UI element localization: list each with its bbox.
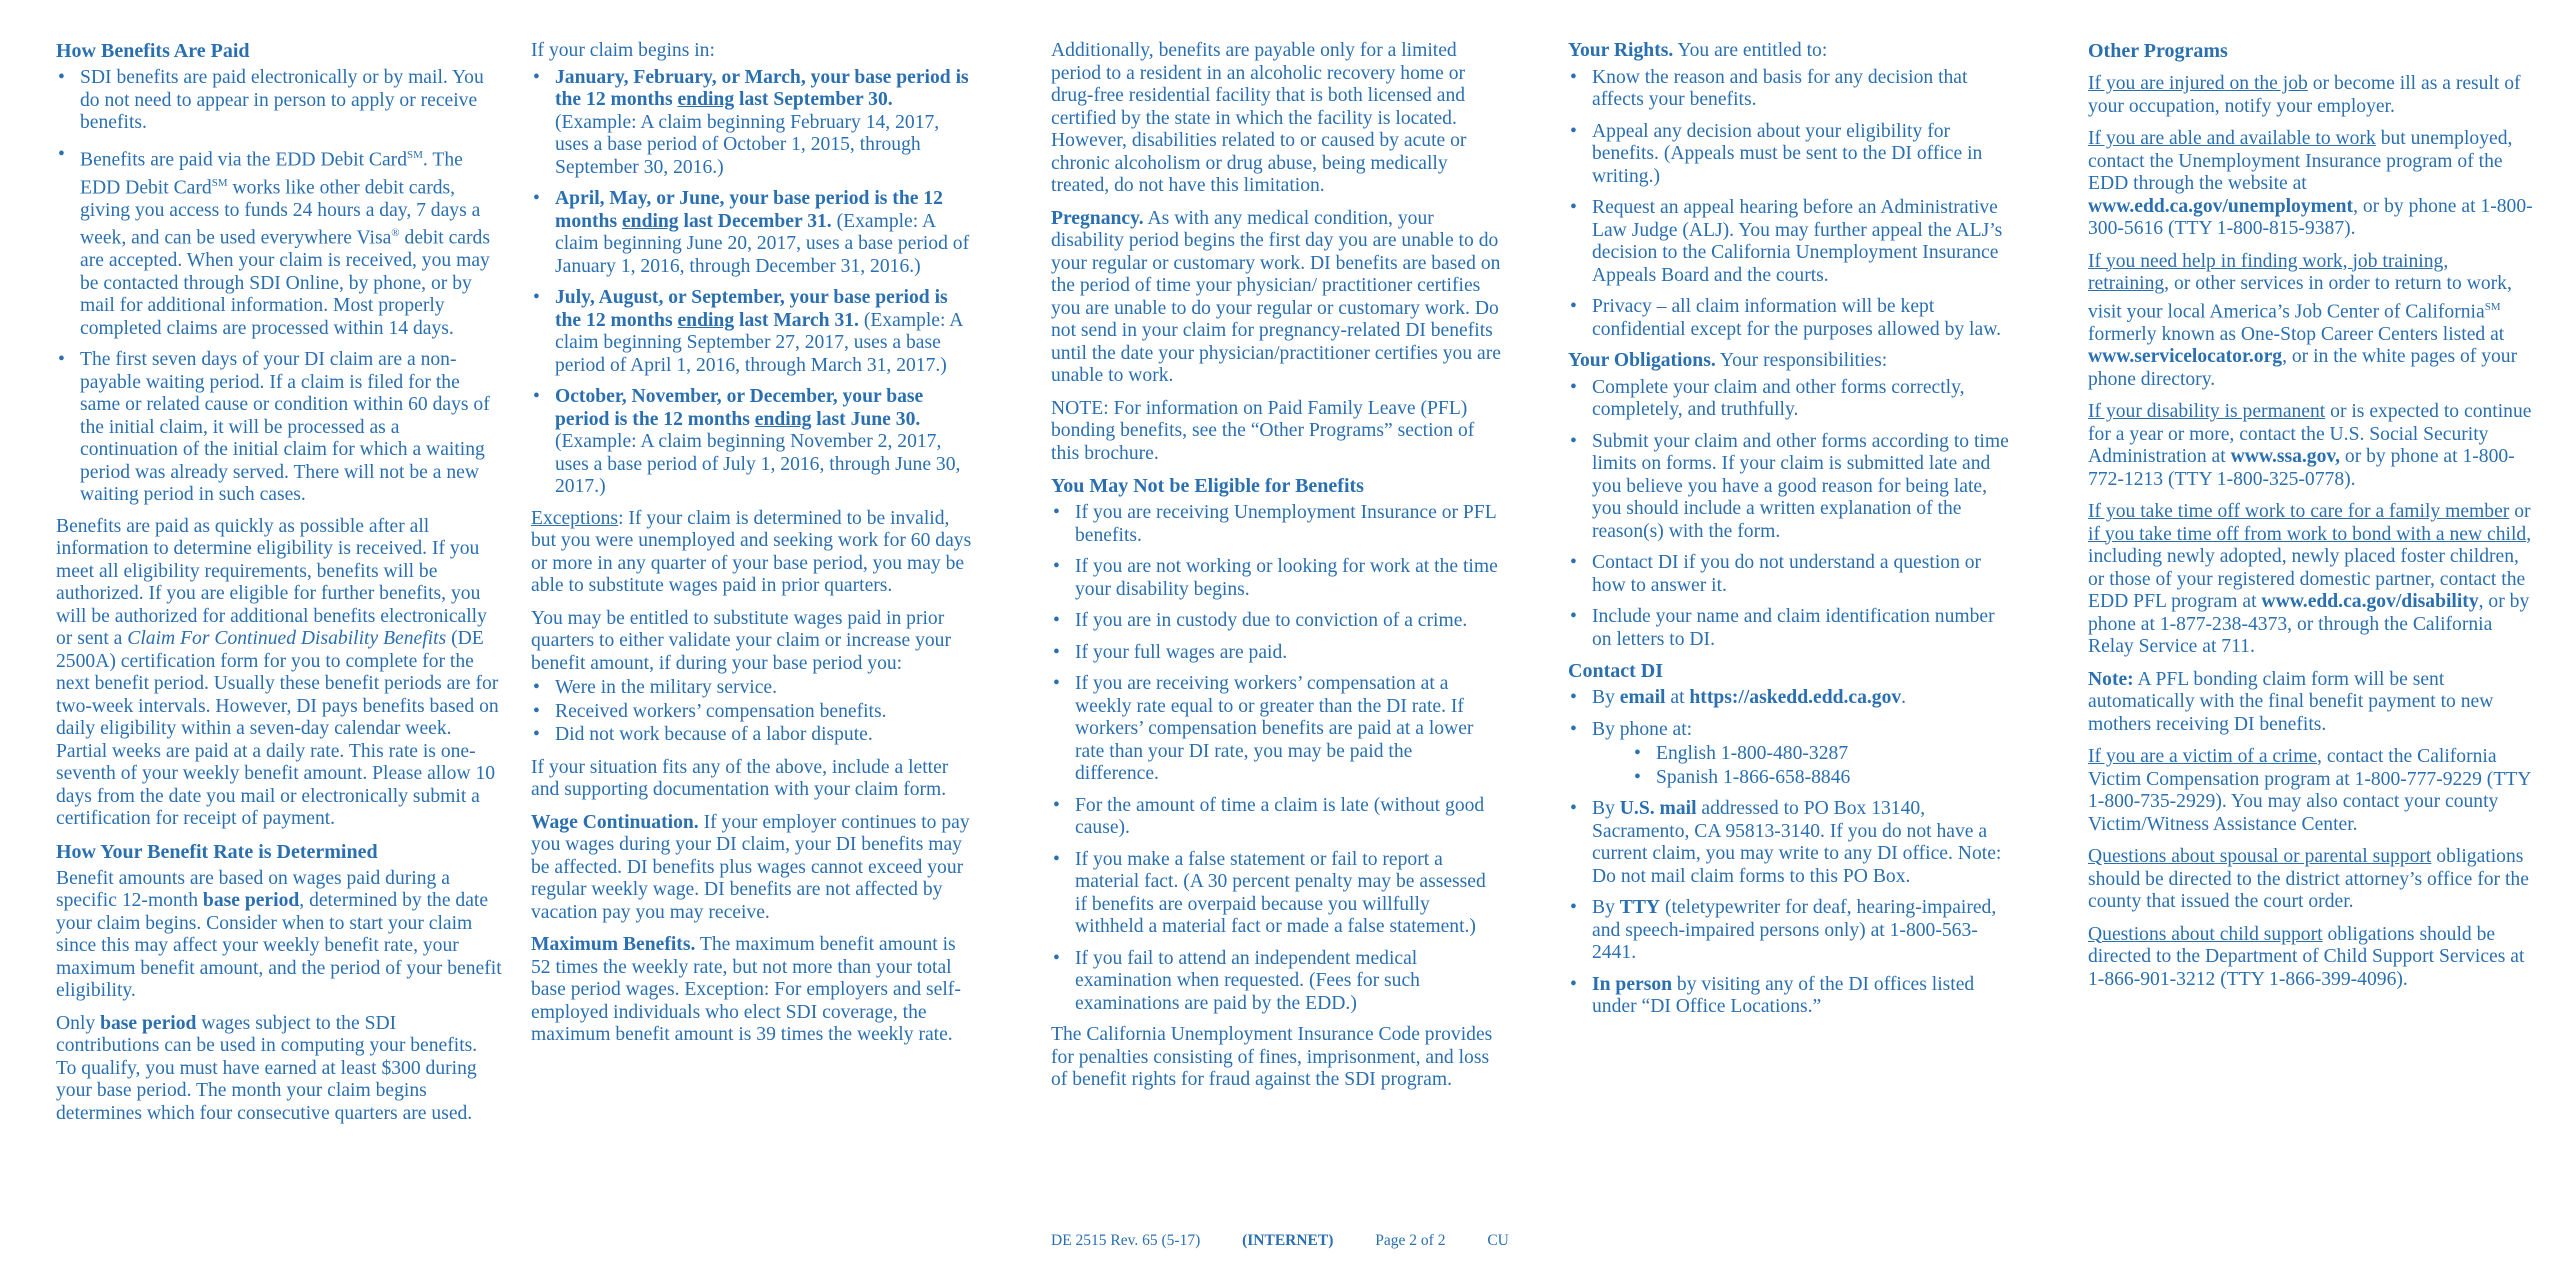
paragraph: Exceptions: If your claim is determined to be invalid, but you were unemployed and seeking work for 60 days or more in any quarter of your base period, you may be able to substitute wages paid in prior quarters. <box>531 507 972 596</box>
list-item: • Contact DI if you do not understand a question or how to answer it. <box>1568 552 2018 597</box>
obligations-list <box>1568 377 2018 652</box>
paragraph: If you are able and available to work but unemployed, contact the Unemployment Insurance program of the EDD through the website at www.edd.ca.gov/unemployment, or by phone at 1-800-300-5616 (TTY 1-800-815-9387). <box>2088 128 2533 239</box>
paragraph: Questions about child support obligations should be directed to the Department of Child Support Services at 1-866-901-3212 (TTY 1-866-399-4096). <box>2088 923 2525 990</box>
servicelocator-link[interactable]: www.servicelocator.org <box>2088 346 2283 368</box>
list-item: • For the amount of time a claim is late (without good cause). <box>1051 795 1501 840</box>
list-item: • Privacy – all claim information will be kept confidential except for the purposes allowed by law. <box>1568 296 2018 341</box>
list-item: • April, May, or June, your base period is the 12 months ending last December 31. (Example: A claim beginning June 20, 2017, uses a base period of January 1, 2016, through December 31, 2016.) <box>531 188 977 278</box>
disability-link[interactable]: www.edd.ca.gov/disability <box>2261 591 2479 613</box>
page-number: Page 2 of 2 <box>1375 1232 1446 1249</box>
paragraph: Questions about spousal or parental support obligations should be directed to the district attorney’s office for the county that issued the court order. <box>2088 846 2529 913</box>
paragraph: If your disability is permanent or is expected to continue for a year or more, contact the U.S. Social Security Administration at www.ssa.gov, or by phone at 1-800-772-1213 (TTY 1-800-325-0778). <box>2088 401 2532 490</box>
list-item: • Appeal any decision about your eligibility for benefits. (Appeals must be sent to the DI office in writing.) <box>1568 121 2018 189</box>
heading-not-eligible: You May Not be Eligible for Benefits <box>1051 475 1364 497</box>
column-2 <box>531 40 977 1057</box>
paragraph: NOTE: For information on Paid Family Leave (PFL) bonding benefits, see the “Other Programs” section of this brochure. <box>1051 397 1475 464</box>
list-item: • If you fail to attend an independent medical examination when requested. (Fees for such examinations are paid by the EDD.) <box>1051 948 1501 1016</box>
obligations-heading: Your Obligations. Your responsibilities: <box>1568 350 1888 371</box>
list-item: • Include your name and claim identification number on letters to DI. <box>1568 606 2018 651</box>
ssa-link[interactable]: www.ssa.gov, <box>2230 446 2341 468</box>
paragraph: If you take time off work to care for a family member or if you take time off from work to bond with a new child, including newly adopted, newly placed foster children, or those of your registered domestic partner, contact the EDD PFL program at www.edd.ca.gov/disability, or by phone at 1-877-238-4373, or through the California Relay Service at 711. <box>2088 501 2532 658</box>
heading-benefit-rate: How Your Benefit Rate is Determined <box>56 840 378 863</box>
substitute-list <box>531 677 977 747</box>
list-item: • In person by visiting any of the DI offices listed under “DI Office Locations.” <box>1568 974 2018 1019</box>
list-item: • Know the reason and basis for any decision that affects your benefits. <box>1568 67 2018 112</box>
list-item: • Complete your claim and other forms correctly, completely, and truthfully. <box>1568 377 2018 422</box>
phone-list <box>1632 743 2018 789</box>
paragraph: You may be entitled to substitute wages paid in prior quarters to either validate your claim or increase your benefit amount, if during your base period you: <box>531 607 952 674</box>
list-item: • Did not work because of a labor dispute. <box>531 724 977 747</box>
paragraph: The California Unemployment Insurance Code provides for penalties consisting of fines, imprisonment, and loss of benefit rights for fraud against the SDI program. <box>1051 1024 1493 1090</box>
list-item: • Received workers’ compensation benefits. <box>531 701 977 724</box>
askedd-link[interactable]: https://askedd.edd.ca.gov <box>1689 687 1902 708</box>
form-number: DE 2515 Rev. 65 (5-17) (INTERNET) <box>1051 1232 1334 1249</box>
paragraph: Additionally, benefits are payable only for a limited period to a resident in an alcoholic recovery home or drug-free residential facility that is both licensed and certified by the state in which the facility is located. However, disabilities related to or caused by acute or chronic alcoholism or drug abuse, being medically treated, do not have this limitation. <box>1051 40 1467 196</box>
page-footer <box>1051 1230 1547 1253</box>
paragraph: Wage Continuation. If your employer continues to pay you wages during your DI claim, your DI benefits may be affected. DI benefits plus wages cannot exceed your regular weekly wage. DI benefits are not affected by vacation pay you may receive. <box>531 811 970 923</box>
list-item: • If your full wages are paid. <box>1051 642 1501 665</box>
heading-contact-di: Contact DI <box>1568 660 1663 682</box>
form-code: CU <box>1487 1232 1509 1249</box>
paragraph: Maximum Benefits. The maximum benefit amount is 52 times the weekly rate, but not more than your total base period wages. Exception: For employers and self-employed individuals who elect SDI coverage, the maximum benefit amount is 39 times the weekly rate. <box>531 934 961 1045</box>
list-item: • English 1-800-480-3287 <box>1632 743 2018 766</box>
list-item: • If you are receiving Unemployment Insurance or PFL benefits. <box>1051 502 1501 547</box>
heading-other-programs: Other Programs <box>2088 40 2228 62</box>
contact-list <box>1568 687 2018 1019</box>
rights-heading: Your Rights. You are entitled to: <box>1568 40 1828 61</box>
column-1 <box>56 40 502 1135</box>
list-item: • October, November, or December, your base period is the 12 months ending last June 30. (Example: A claim beginning November 2, 2017, uses a base period of July 1, 2016, through June 30, 2017.) <box>531 386 977 499</box>
list-item: • Request an appeal hearing before an Administrative Law Judge (ALJ). You may further appeal the ALJ’s decision to the California Unemployment Insurance Appeals Board and the courts. <box>1568 197 2018 287</box>
list-item: • SDI benefits are paid electronically or by mail. You do not need to appear in person to apply or receive benefits. <box>56 67 502 135</box>
paragraph: Benefit amounts are based on wages paid during a specific 12-month base period, determined by the date your claim begins. Consider when to start your claim since this may affect your weekly benefit rate, your maximum benefit amount, and the period of your benefit eligibility. <box>56 867 502 1002</box>
paragraph: Note: A PFL bonding claim form will be sent automatically with the final benefit payment to new mothers receiving DI benefits. <box>2088 668 2494 735</box>
list-item: • January, February, or March, your base period is the 12 months ending last September 30. (Example: A claim beginning February 14, 2017, uses a base period of October 1, 2015, through September 30, 2016.) <box>531 67 977 180</box>
list-item: • If you make a false statement or fail to report a material fact. (A 30 percent penalty may be assessed if benefits are overpaid because you willfully withheld a material fact or made a false statement.) <box>1051 849 1501 939</box>
paragraph: Pregnancy. As with any medical condition, your disability period begins the first day you are unable to do your regular or customary work. DI benefits are based on the period of time your physician/ practitioner certifies you are unable to do your regular or customary work. Do not send in your claim for pregnancy-related DI benefits until the date your physician/practitioner certifies you are unable to work. <box>1051 207 1501 386</box>
list-item: • Were in the military service. <box>531 677 977 700</box>
list-item: • Submit your claim and other forms according to time limits on forms. If your claim is submitted late and you believe you have a good reason for being late, you should include a written explanation of the reason(s) with the form. <box>1568 431 2018 544</box>
payment-list <box>56 67 502 507</box>
ineligible-list <box>1051 502 1501 1015</box>
paragraph: If you are a victim of a crime, contact the California Victim Compensation program at 1-800-777-9229 (TTY 1-800-735-2929). You may also contact your county Victim/Witness Assistance Center. <box>2088 746 2531 835</box>
list-item: • By U.S. mail addressed to PO Box 13140, Sacramento, CA 95813-3140. If you do not have a current claim, you may write to any DI office. Note: Do not mail claim forms to this PO Box. <box>1568 798 2018 888</box>
paragraph: If you are injured on the job or become ill as a result of your occupation, notify your employer. <box>2088 73 2521 117</box>
list-item: • If you are in custody due to conviction of a crime. <box>1051 610 1501 633</box>
paragraph: Only base period wages subject to the SDI contributions can be used in computing your benefits. To qualify, you must have earned at least $300 during your base period. The month your claim begins determines which four consecutive quarters are used. <box>56 1012 478 1124</box>
list-item: • July, August, or September, your base period is the 12 months ending last March 31. (Example: A claim beginning September 27, 2017, uses a base period of April 1, 2016, through March 31, 2017.) <box>531 287 977 377</box>
paragraph: If you need help in finding work, job training, retraining, or other services in order to return to work, visit your local America’s Job Center of California℠ formerly known as One-Stop Career Centers listed at www.servicelocator.org, or in the white pages of your phone directory. <box>2088 250 2518 390</box>
list-item: • If you are receiving workers’ compensation at a weekly rate equal to or greater than the DI rate. If workers’ compensation benefits are paid at a lower rate than your DI rate, you may be paid the difference. <box>1051 673 1501 786</box>
paragraph: Benefits are paid as quickly as possible after all information to determine eligibility is received. If you meet all eligibility requirements, benefits will be authorized. If you are eligible for further benefits, you will be authorized for additional benefits electronically or sent a Claim For Continued Disability Benefits (DE 2500A) certification form for you to complete for the next benefit period. Usually these benefit periods are for two-week intervals. However, DI pays benefits based on daily eligibility within a seven-day calendar week. Partial weeks are paid at a daily rate. This rate is one-seventh of your weekly benefit amount. Please allow 10 days from the date you mail or electronically submit a certification for receipt of payment. <box>56 515 499 830</box>
list-item: • Benefits are paid via the EDD Debit Card℠. The EDD Debit Card℠ works like other debit cards, giving you access to funds 24 hours a day, 7 days a week, and can be used everywhere Visa® debit cards are accepted. When your claim is received, you may be contacted through SDI Online, by phone, or by mail for additional information. Most properly completed claims are processed within 14 days. <box>56 144 502 341</box>
list-item: • If you are not working or looking for work at the time your disability begins. <box>1051 556 1501 601</box>
column-3 <box>1051 40 1501 1102</box>
list-item: • The first seven days of your DI claim are a non-payable waiting period. If a claim is filed for the same or related cause or condition within 60 days of the initial claim, it will be processed as a continuation of the initial claim for which a waiting period was already served. There will not be a new waiting period in such cases. <box>56 349 502 507</box>
rights-list <box>1568 67 2018 342</box>
base-period-list <box>531 67 977 499</box>
column-4 <box>1568 40 2018 1028</box>
list-item: • Spanish 1-866-658-8846 <box>1632 767 2018 790</box>
column-5 <box>2088 40 2534 1001</box>
list-item: • By TTY (teletypewriter for deaf, hearing-impaired, and speech-impaired persons only) at 1-800-563-2441. <box>1568 897 2018 965</box>
paragraph: If your claim begins in: <box>531 40 715 61</box>
heading-how-benefits-paid: How Benefits Are Paid <box>56 40 250 62</box>
paragraph: If your situation fits any of the above, include a letter and supporting documentation with your claim form. <box>531 756 949 800</box>
unemployment-link[interactable]: www.edd.ca.gov/unemployment <box>2088 195 2354 217</box>
list-item: • By email at https://askedd.edd.ca.gov. <box>1568 687 2018 710</box>
list-item: • By phone at: • English 1-800-480-3287 • Spanish 1-866-658-8846 <box>1568 719 2018 790</box>
